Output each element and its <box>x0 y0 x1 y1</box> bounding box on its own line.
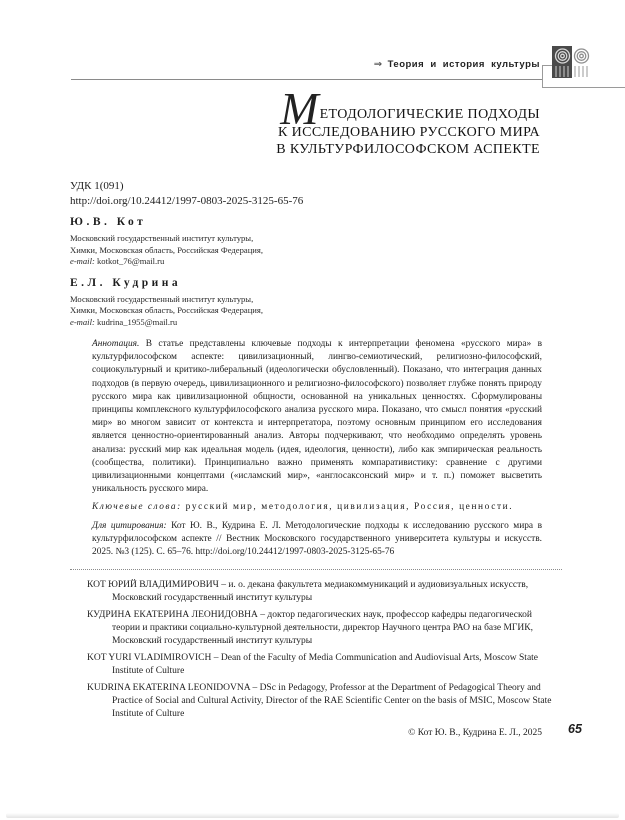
citation-note: Для цитирования: Кот Ю. В., Кудрина Е. Л. Методологические подходы к исследованию русского мира в культурфилософском аспекте // Вестник Московского государственного университета культуры и искусств. 2025. №3 (125). С. 65–76. http://doi.org/10.24412/1997-0803-2025-3125-65-76 <box>92 520 542 558</box>
author-name-2: Е.Л. Кудрина <box>70 276 182 289</box>
author-bio-ru-1: КОТ ЮРИЙ ВЛАДИМИРОВИЧ – и. о. декана факультета медиакоммуникаций и аудиовизуальных искусств, Московский государственный институт культуры <box>87 579 529 604</box>
article-front-matter <box>70 180 562 738</box>
keywords: Ключевые слова: русский мир, методология, цивилизация, Россия, ценности. <box>92 502 514 513</box>
keywords-label: Ключевые слова: <box>92 502 182 513</box>
title-line-3: В КУЛЬТУРФИЛОСОФСКОМ АСПЕКТЕ <box>276 142 540 157</box>
logo-frame-line <box>542 87 625 88</box>
logo-frame-line <box>542 65 552 66</box>
header-rule <box>71 79 543 80</box>
logo-frame-line <box>542 65 543 87</box>
title-line-2: К ИССЛЕДОВАНИЮ РУССКОГО МИРА <box>277 124 540 140</box>
author-name-1: Ю.В. Кот <box>70 216 147 228</box>
author-email-1[interactable]: kotkot_76@mail.ru <box>96 256 165 266</box>
page-number: 65 <box>568 722 582 736</box>
author-bio-ru-2: КУДРИНА ЕКАТЕРИНА ЛЕОНИДОВНА – доктор педагогических наук, профессор кафедры педагогической теории и практики социально-культурной деятельности, директор Научного центра РАО на базе МГИК, Московский государственный институт культуры <box>87 609 533 647</box>
author-bio-en-1: KOT YURI VLADIMIROVICH – Dean of the Faculty of Media Communication and Audiovisual Arts, Moscow State Institute of Culture <box>87 652 539 677</box>
page-bottom-shadow <box>6 813 619 818</box>
author-bio-en-2: KUDRINA EKATERINA LEONIDOVNA – DSc in Pedagogy, Professor at the Department of Pedagogical Theory and Practice of Social and Cultural Activity, Director of the RAE Scientific Center on the basis of MSIC, Moscow State Institute of Culture <box>87 682 552 720</box>
double-arrow-icon: ⇒ <box>373 59 383 70</box>
journal-logo <box>552 46 592 78</box>
citation-label: Для цитирования: <box>92 520 167 531</box>
abstract: Аннотация. В статье представлены ключевые подходы к интерпретации феномена «русского мира» в культурфилософском аспекте: цивилизационный, лингво-семиотический, религиозно-философский, социокультурный и критико-либеральный (идеологически обусловленный). Показано, что интеграция данных подходов (в первую очередь, цивилизационного и религиозно-философского) позволяет глубже понять природу русского мира как цивилизационной общности, основанной на уникальных ценностях. Сформулированы принципы комплексного культурфилософского анализа русского мира. Показано, что смысл понятия «русский мир» во многом зависит от контекста и интерпретатора, поэтому основным принципом его исследования является ценностно-ориентированный анализ. Авторы подчеркивают, что необходимо определять уровень анализа: русский мир как идеальная модель (идея, идеология, ценности), либо как эмпирическая реальность (сообщества, политики). Принципиально важно применять компаративистику: сравнение с другими цивилизационными концептами («исламский мир», «англосаксонский мир» и т. п.) поможет высветить уникальность русского мира. <box>92 339 542 495</box>
abstract-label: Аннотация. <box>92 339 140 349</box>
copyright-line: © Кот Ю. В., Кудрина Е. Л., 2025 <box>408 728 542 739</box>
article-title <box>85 83 540 159</box>
title-line-1: МЕТОДОЛОГИЧЕСКИЕ ПОДХОДЫ <box>280 83 540 134</box>
author-affiliation-2: Московский государственный институт культуры, Химки, Московская область, Российская Федерация, e-mail: kudrina_1955@mail.ru <box>70 293 263 327</box>
udk-code: УДК 1(091) <box>70 180 124 192</box>
author-email-2[interactable]: kudrina_1955@mail.ru <box>96 316 178 327</box>
section-title: Теория и история культуры <box>387 59 540 70</box>
drop-cap-initial: М <box>280 83 319 134</box>
journal-section-header <box>70 59 540 70</box>
dotted-separator <box>70 569 562 570</box>
doi-link[interactable]: http://doi.org/10.24412/1997-0803-2025-3125-65-76 <box>70 195 304 207</box>
ionic-column-capital-icon <box>552 46 592 78</box>
author-affiliation-1: Московский государственный институт культуры, Химки, Московская область, Российская Федерация, e-mail: kotkot_76@mail.ru <box>70 233 263 266</box>
